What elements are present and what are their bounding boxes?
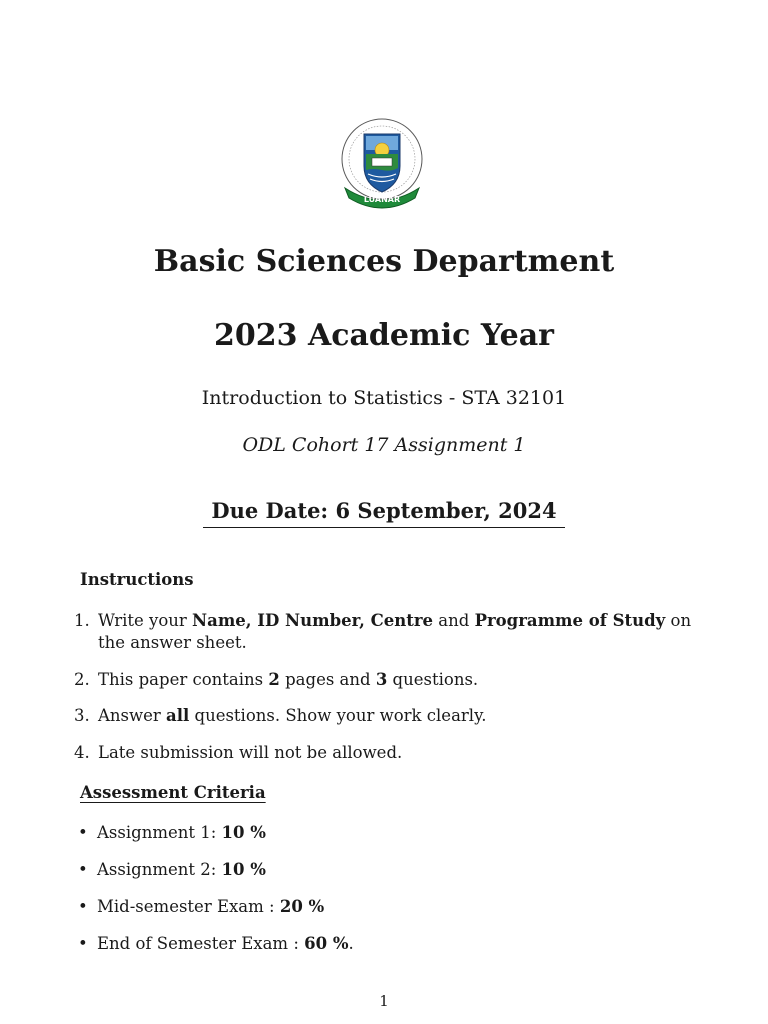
instruction-number: 2. <box>74 670 90 689</box>
criteria-item: • Assignment 1: 10 % <box>78 823 266 842</box>
bullet-icon: • <box>78 823 88 842</box>
instruction-number: 1. <box>74 611 90 630</box>
criteria-item: • End of Semester Exam : 60 %. <box>78 934 354 953</box>
instruction-text: Write your Name, ID Number, Centre and Programme of Study on the answer sheet. <box>98 611 692 652</box>
instruction-text: Late submission will not be allowed. <box>98 743 403 762</box>
instruction-item <box>74 610 714 654</box>
bullet-icon: • <box>78 934 88 953</box>
due-date: Due Date: 6 September, 2024 <box>203 498 564 528</box>
department-title: Basic Sciences Department <box>153 244 615 279</box>
luanar-crest-icon <box>339 114 425 210</box>
page-number: 1 <box>379 992 389 1010</box>
instruction-item <box>74 669 714 691</box>
instruction-item <box>74 742 714 764</box>
instruction-item <box>74 705 714 727</box>
academic-year-title: 2023 Academic Year <box>214 318 554 353</box>
assessment-heading: Assessment Criteria <box>80 783 266 802</box>
bullet-icon: • <box>78 860 88 879</box>
course-title: Introduction to Statistics - STA 32101 <box>201 387 567 409</box>
instructions-heading: Instructions <box>80 570 194 589</box>
due-date-block <box>0 498 768 528</box>
cohort-subtitle: ODL Cohort 17 Assignment 1 <box>242 434 526 456</box>
instruction-text: This paper contains 2 pages and 3 questions. <box>98 670 479 689</box>
criteria-item: • Mid-semester Exam : 20 % <box>78 897 325 916</box>
logo-ribbon-text: LUANAR <box>363 195 401 204</box>
instruction-text: Answer all questions. Show your work clearly. <box>98 706 487 725</box>
criteria-item: • Assignment 2: 10 % <box>78 860 266 879</box>
instruction-number: 3. <box>74 706 90 725</box>
instruction-number: 4. <box>74 743 90 762</box>
bullet-icon: • <box>78 897 88 916</box>
